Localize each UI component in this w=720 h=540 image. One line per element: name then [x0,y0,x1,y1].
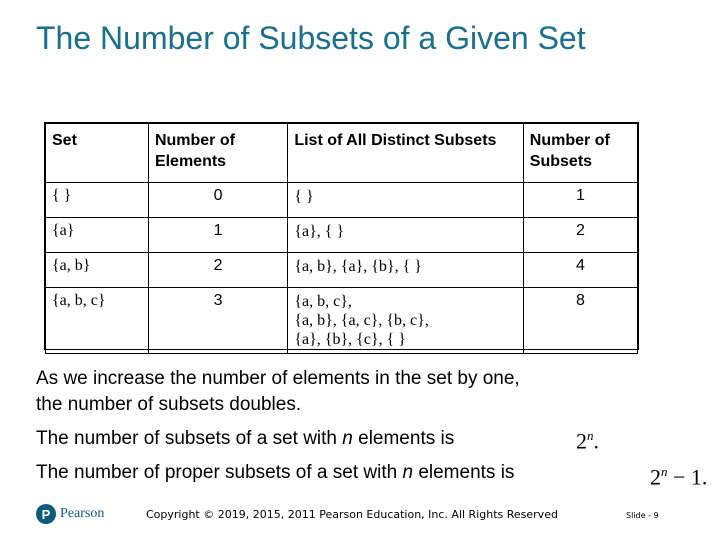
header-number-of-subsets: Number of Subsets [523,124,637,183]
cell-subsets [288,253,523,288]
cell-count: 4 [523,253,637,288]
subset-line: { } [294,188,314,205]
cell-elements: 2 [148,253,287,288]
text-fragment: The number of subsets of a set with [36,428,343,449]
cell-count: 2 [523,218,637,253]
formula-exponent: n [587,428,594,443]
body-line: As we increase the number of elements in the set by one, [36,368,520,389]
table-row [46,183,638,218]
formula-end: . [593,428,599,454]
cell-set: {a} [46,218,149,253]
cell-set: {a, b} [46,253,149,288]
subset-line: {a, b}, {a}, {b}, { } [294,258,422,275]
cell-subsets [288,288,523,354]
variable-n: n [402,462,414,483]
formula-proper-subsets [650,464,707,490]
cell-subsets [288,218,523,253]
cell-set: {a, b, c} [46,288,149,354]
body-line-proper-subsets [36,460,696,486]
subset-line: {a}, {b}, {c}, { } [294,331,406,348]
cell-elements: 1 [148,218,287,253]
slide-number: Slide - 9 [626,511,659,520]
subset-line: {a, b, c}, [294,293,352,310]
formula-base: 2 [650,464,661,490]
subset-line: {a}, { } [294,223,345,240]
formula-base: 2 [576,428,587,454]
header-number-of-elements: Number of Elements [148,124,287,183]
cell-count: 1 [523,183,637,218]
table-header-row [46,124,638,183]
text-fragment: The number of proper subsets of a set with [36,462,403,483]
subset-line: {a, b}, {a, c}, {b, c}, [294,312,429,329]
cell-set: { } [46,183,149,218]
cell-elements: 3 [148,288,287,354]
table-row [46,288,638,354]
cell-subsets [288,183,523,218]
variable-n: n [342,428,353,449]
pearson-logo-text: Pearson [60,506,105,521]
formula-subsets [576,428,599,454]
footer [0,500,720,532]
pearson-logo [36,504,104,524]
cell-elements: 0 [148,183,287,218]
subsets-table [44,122,639,350]
table-row [46,253,638,288]
header-list-of-subsets: List of All Distinct Subsets [288,124,523,183]
copyright-notice: Copyright © 2019, 2015, 2011 Pearson Education, Inc. All Rights Reserved [146,508,558,521]
cell-count: 8 [523,288,637,354]
formula-exponent: n [661,464,668,479]
text-fragment: elements is [413,462,515,483]
table-row [46,218,638,253]
header-set: Set [46,124,149,183]
pearson-logo-icon: P [36,504,56,524]
body-text [36,366,696,486]
body-line: the number of subsets doubles. [36,394,302,415]
slide-title: The Number of Subsets of a Given Set [36,20,586,56]
text-fragment: elements is [352,428,455,449]
formula-end: − 1. [667,464,708,490]
